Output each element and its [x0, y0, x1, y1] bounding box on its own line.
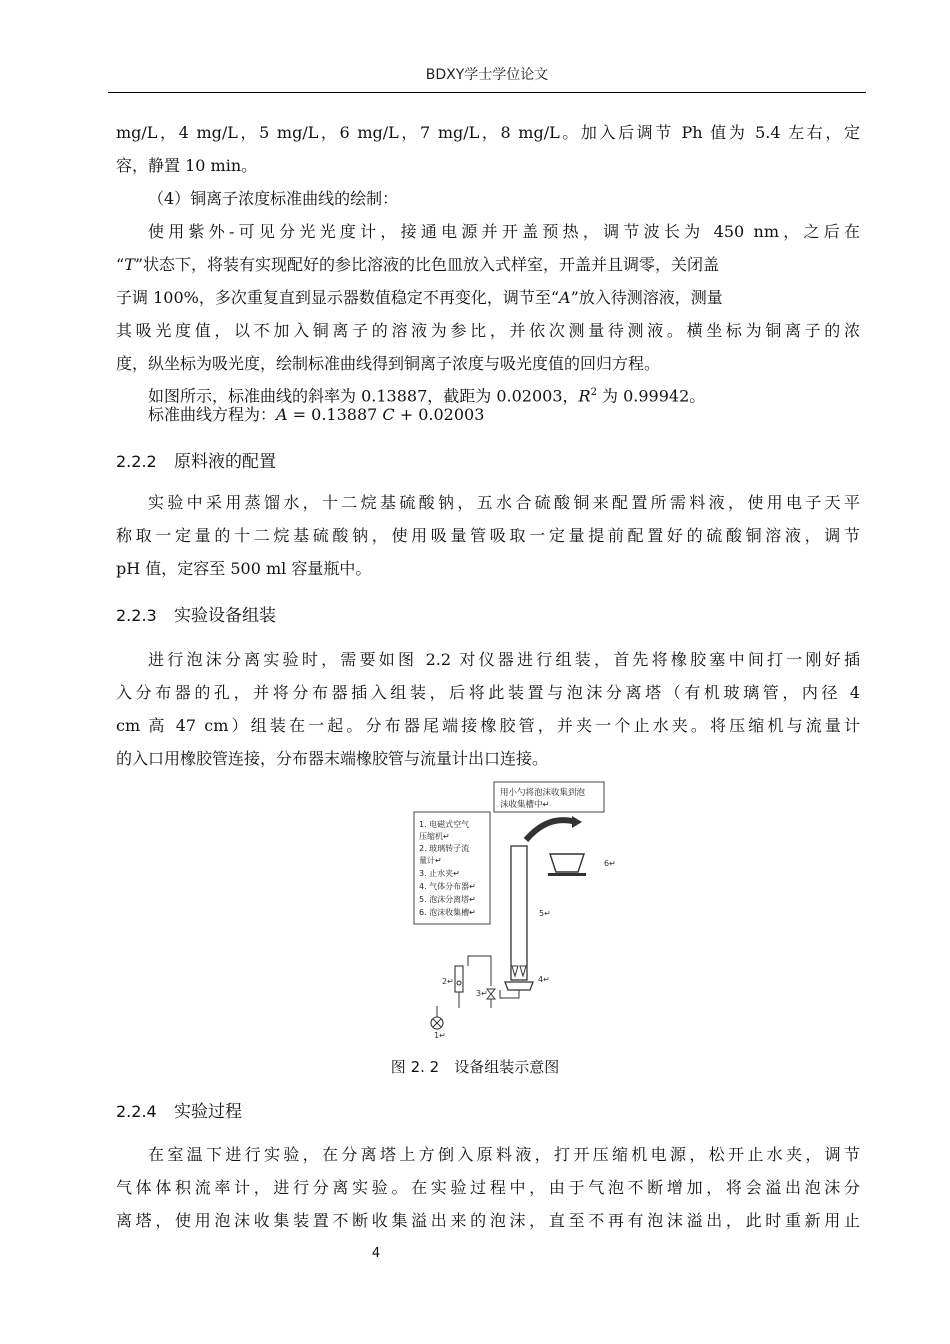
trough-base — [548, 873, 586, 876]
legend-item: 5. 泡沫分离塔↵ — [419, 895, 476, 904]
paragraph-line: cm 高 47 cm）组装在一起。分布器尾端接橡胶管，并夹一个止水夹。将压缩机与流量计 — [116, 716, 860, 735]
page-number: 4 — [371, 1246, 381, 1261]
rotameter — [455, 966, 463, 992]
tube-distributor — [500, 990, 519, 998]
legend-item: 量计↵ — [419, 856, 442, 865]
paragraph-line: 实验中采用蒸馏水，十二烷基硫酸钠，五水合硫酸铜来配置所需料液，使用电子天平 — [148, 493, 860, 512]
rubber-stopper — [505, 982, 533, 990]
apparatus-diagram — [408, 776, 640, 1044]
paragraph-line: mg/L，4 mg/L，5 mg/L，6 mg/L，7 mg/L，8 mg/L。加入后调节 Ph 值为 5.4 左右，定 — [116, 123, 860, 142]
scoop-arc — [526, 820, 576, 840]
label-4: 4↵ — [538, 975, 550, 984]
paragraph-line: 子调 100%，多次重复直到显示器数值稳定不再变化，调节至“A”放入待测溶液，测量 — [116, 288, 723, 307]
paragraph-line: 离塔，使用泡沫收集装置不断收集溢出来的泡沫，直至不再有泡沫溢出，此时重新用止 — [116, 1211, 860, 1230]
paragraph-line: 入分布器的孔，并将分布器插入组装，后将此装置与泡沫分离塔（有机玻璃管，内径 4 — [116, 683, 860, 702]
legend-item: 3. 止水夹↵ — [419, 869, 460, 878]
separation-column — [511, 846, 527, 980]
paragraph-line: 其吸光度值，以不加入铜离子的溶液为参比，并依次测量待测液。横坐标为铜离子的浓 — [116, 321, 860, 340]
note-text: 用小勺将泡沫收集到泡 — [500, 788, 586, 798]
tube-top — [468, 956, 491, 986]
label-6: 6↵ — [604, 859, 616, 868]
page-header: BDXY学士学位论文 — [425, 67, 549, 83]
collection-trough — [550, 854, 584, 872]
section-heading: 2.2.3 实验设备组装 — [116, 606, 276, 626]
header-rule — [108, 92, 866, 93]
section-heading: 2.2.4 实验过程 — [116, 1102, 242, 1122]
label-1: 1↵ — [434, 1031, 446, 1040]
figure-caption: 图 2. 2 设备组装示意图 — [390, 1058, 560, 1076]
note-text: 沫收集槽中↵ — [500, 800, 550, 810]
paragraph-line: 进行泡沫分离实验时，需要如图 2.2 对仪器进行组装，首先将橡胶塞中间打一刚好插 — [148, 650, 860, 669]
paragraph-line: 如图所示，标准曲线的斜率为 0.13887，截距为 0.02003，$R^2$ 为 0.99942。 — [148, 386, 706, 406]
paragraph-line: 度，纵坐标为吸光度，绘制标准曲线得到铜离子浓度与吸光度值的回归方程。 — [116, 354, 661, 373]
paragraph-line: 容，静置 10 min。 — [116, 156, 258, 175]
paragraph-line: 使用紫外-可见分光光度计，接通电源并开盖预热，调节波长为 450 nm，之后在 — [148, 222, 860, 241]
equation-line: 标准曲线方程为：A = 0.13887 C + 0.02003 — [148, 405, 485, 424]
clamp-valve — [487, 994, 495, 999]
paragraph-line: 在室温下进行实验，在分离塔上方倒入原料液，打开压缩机电源，松开止水夹，调节 — [148, 1145, 860, 1164]
paragraph-line: 的入口用橡胶管连接，分布器末端橡胶管与流量计出口连接。 — [116, 749, 549, 768]
label-2: 2↵ — [442, 977, 454, 986]
legend-item: 6. 泡沫收集槽↵ — [419, 908, 476, 917]
legend-item: 2. 玻璃转子流 — [419, 844, 470, 853]
label-5: 5↵ — [539, 909, 551, 918]
label-3: 3↵ — [476, 989, 488, 998]
paragraph-line: 称取一定量的十二烷基硫酸钠，使用吸量管吸取一定量提前配置好的硫酸铜溶液，调节 — [116, 526, 860, 545]
paragraph-line: 气体体积流率计，进行分离实验。在实验过程中，由于气泡不断增加，将会溢出泡沫分 — [116, 1178, 860, 1197]
paragraph-line: “T”状态下，将装有实现配好的参比溶液的比色皿放入式样室，开盖并且调零，关闭盖 — [116, 255, 720, 274]
legend-item: 4. 气体分布器↵ — [419, 882, 476, 891]
paragraph-line: pH 值，定容至 500 ml 容量瓶中。 — [116, 559, 372, 578]
scoop-arrow — [572, 816, 582, 828]
paragraph-line: （4）铜离子浓度标准曲线的绘制： — [148, 189, 399, 208]
legend-item: 1. 电磁式空气 — [419, 820, 470, 829]
section-heading: 2.2.2 原料液的配置 — [116, 452, 276, 472]
legend-item: 压缩机↵ — [419, 832, 450, 841]
